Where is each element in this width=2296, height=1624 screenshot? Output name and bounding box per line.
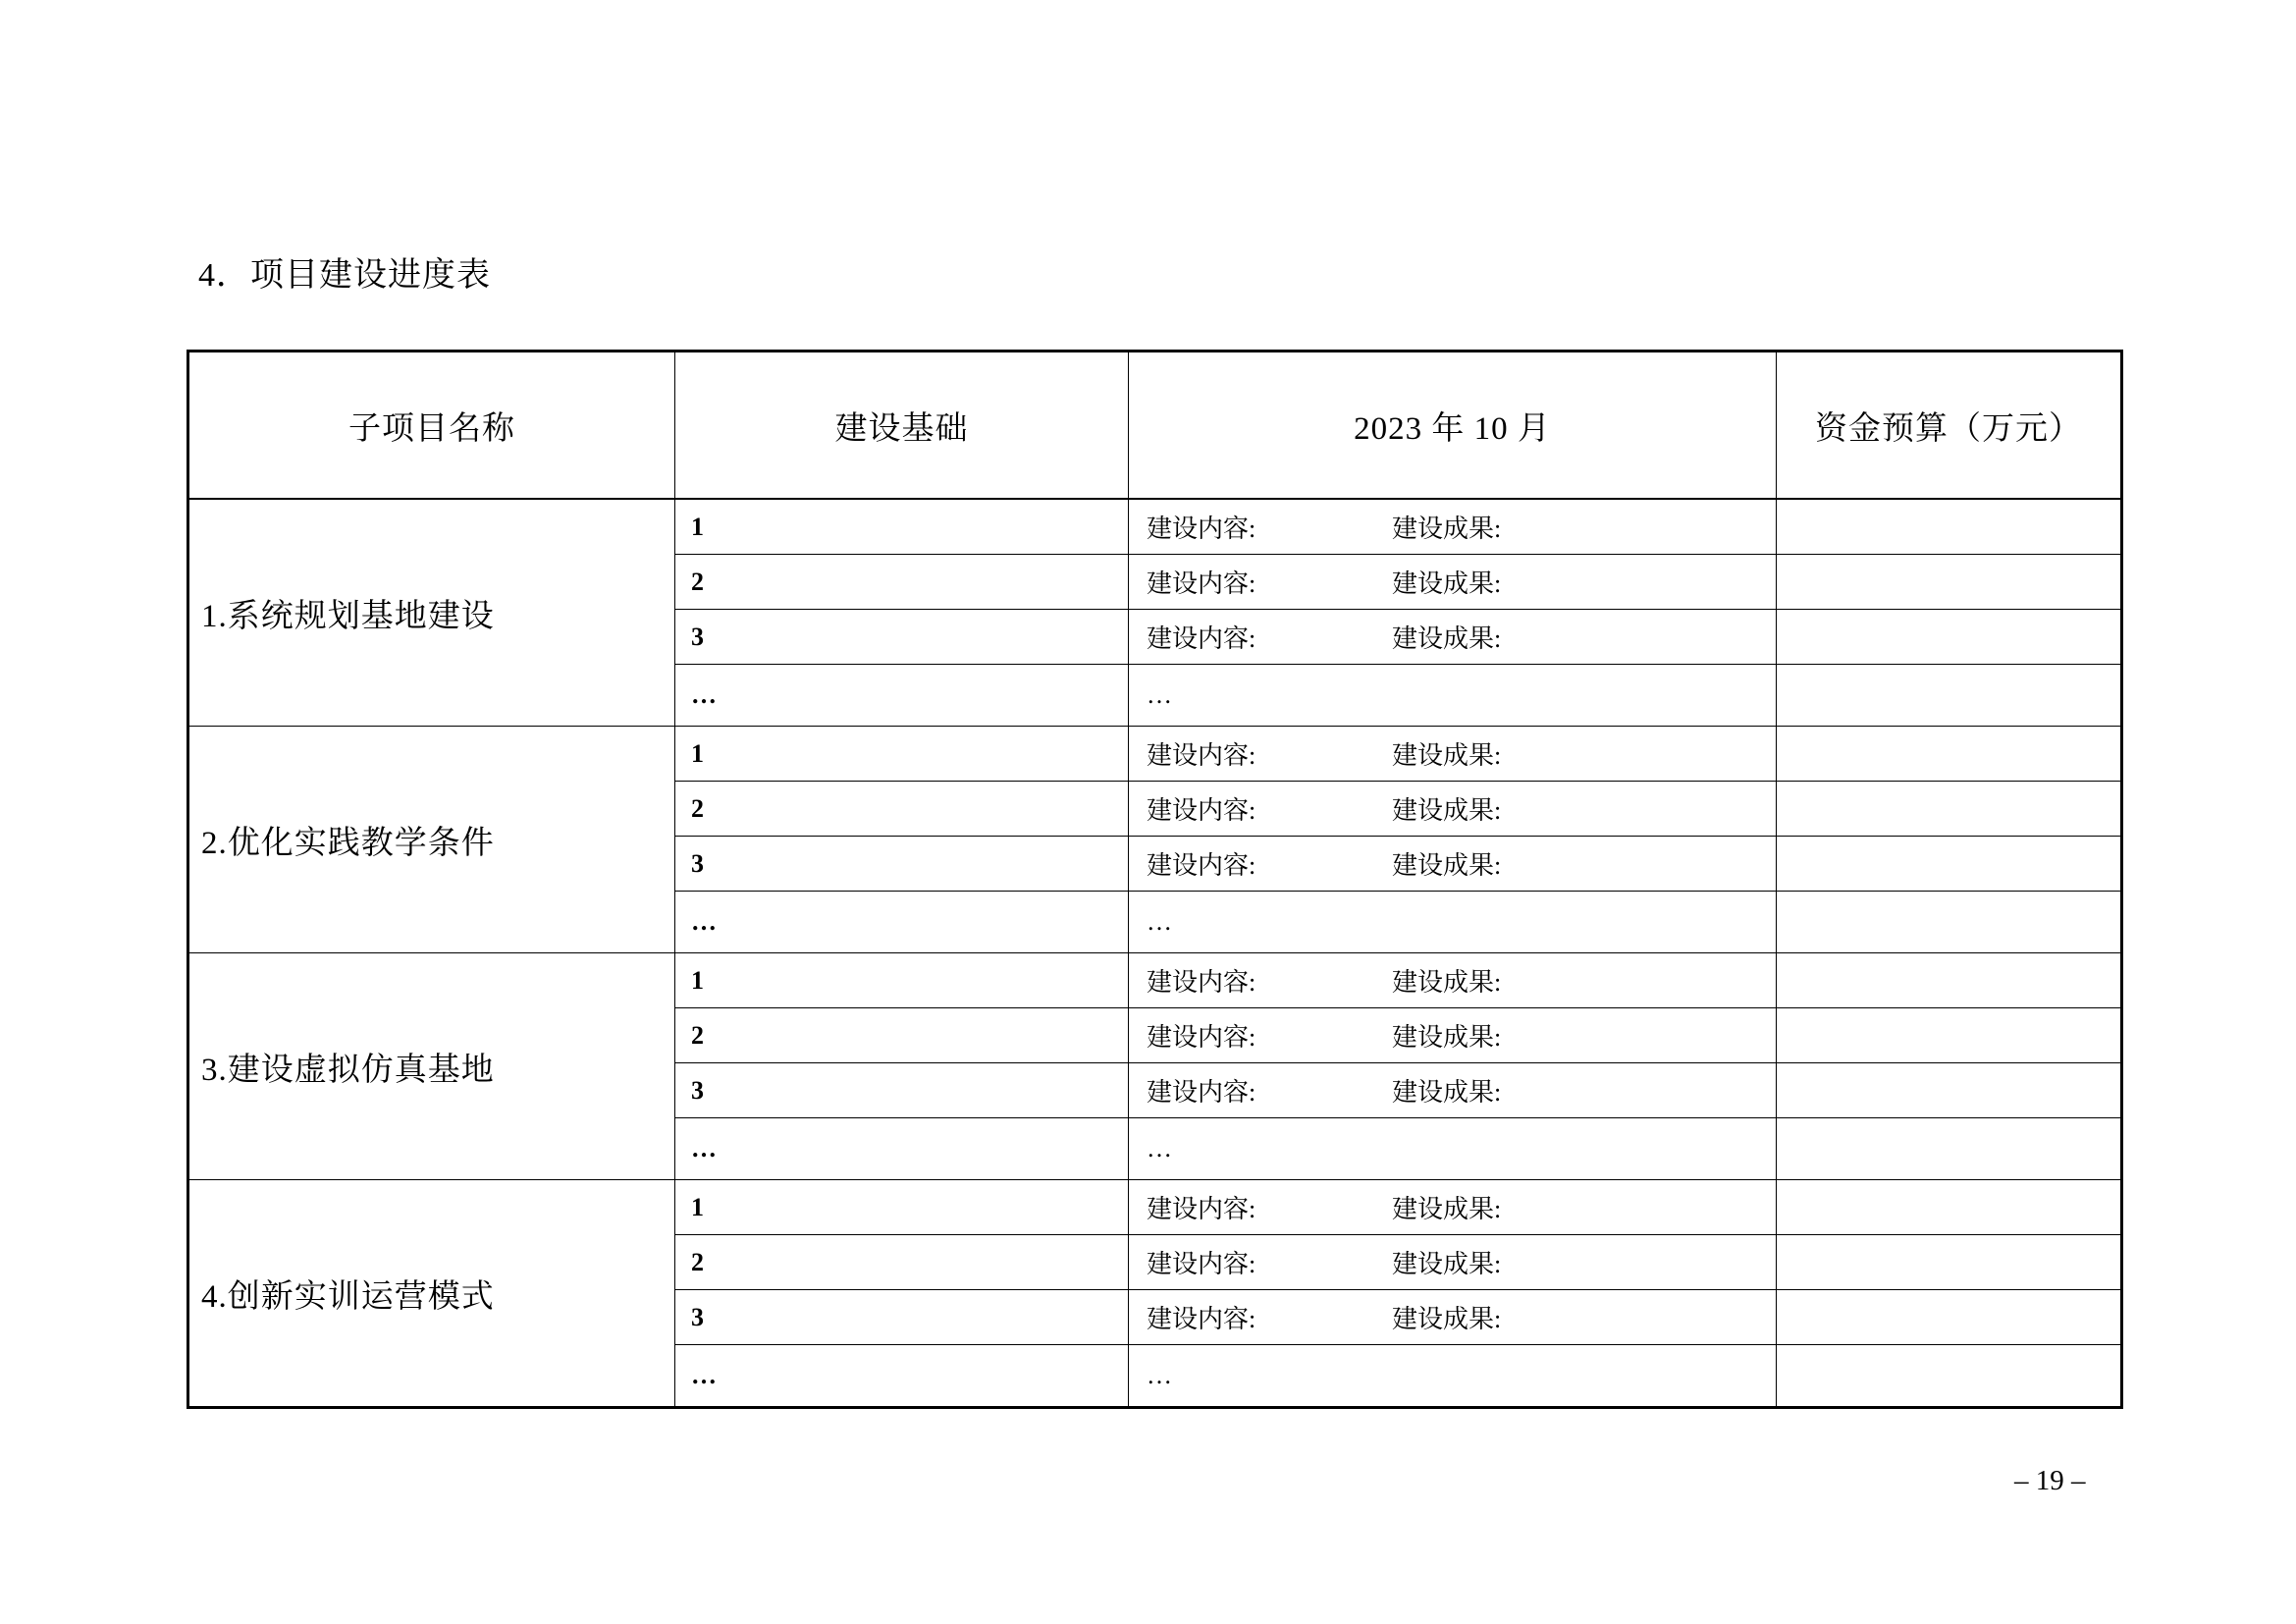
col-header-subproject-name: 子项目名称 <box>188 352 675 500</box>
budget-cell <box>1777 665 2122 727</box>
budget-cell <box>1777 1345 2122 1408</box>
result-label: 建设成果: <box>1392 968 1502 997</box>
result-label: 建设成果: <box>1392 569 1502 598</box>
basis-index-cell: 2 <box>675 782 1129 837</box>
month-plan-cell <box>1129 499 1777 555</box>
basis-ellipsis-cell: … <box>675 665 1129 727</box>
basis-index-cell: 2 <box>675 1008 1129 1063</box>
result-label: 建设成果: <box>1392 1250 1502 1278</box>
content-label: 建设内容: <box>1147 1195 1256 1223</box>
month-ellipsis-cell: … <box>1129 892 1777 953</box>
col-header-budget: 资金预算（万元） <box>1777 352 2122 500</box>
content-label: 建设内容: <box>1147 968 1256 997</box>
result-label: 建设成果: <box>1392 1078 1502 1107</box>
month-plan-cell <box>1129 1008 1777 1063</box>
budget-cell <box>1777 555 2122 610</box>
month-plan-cell <box>1129 782 1777 837</box>
basis-index-cell: 2 <box>675 555 1129 610</box>
budget-cell <box>1777 1180 2122 1235</box>
result-label: 建设成果: <box>1392 851 1502 880</box>
content-label: 建设内容: <box>1147 741 1256 770</box>
budget-cell <box>1777 953 2122 1008</box>
month-ellipsis-cell: … <box>1129 665 1777 727</box>
content-label: 建设内容: <box>1147 851 1256 880</box>
content-label: 建设内容: <box>1147 514 1256 543</box>
budget-cell <box>1777 1063 2122 1118</box>
content-label: 建设内容: <box>1147 796 1256 825</box>
content-label: 建设内容: <box>1147 1250 1256 1278</box>
progress-table <box>187 350 2123 1409</box>
result-label: 建设成果: <box>1392 796 1502 825</box>
page-number: – 19 – <box>2014 1465 2086 1496</box>
budget-cell <box>1777 1290 2122 1345</box>
month-plan-cell <box>1129 1063 1777 1118</box>
basis-index-cell: 1 <box>675 1180 1129 1235</box>
subproject-name-cell: 4.创新实训运营模式 <box>188 1180 675 1408</box>
content-label: 建设内容: <box>1147 1023 1256 1052</box>
basis-index-cell: 1 <box>675 953 1129 1008</box>
basis-index-cell: 1 <box>675 727 1129 782</box>
month-plan-cell <box>1129 837 1777 892</box>
month-plan-cell <box>1129 555 1777 610</box>
table-row <box>188 499 2122 555</box>
subproject-name-cell: 1.系统规划基地建设 <box>188 499 675 727</box>
result-label: 建设成果: <box>1392 741 1502 770</box>
month-ellipsis-cell: … <box>1129 1118 1777 1180</box>
budget-cell <box>1777 610 2122 665</box>
budget-cell <box>1777 1008 2122 1063</box>
content-label: 建设内容: <box>1147 1078 1256 1107</box>
col-header-construction-basis: 建设基础 <box>675 352 1129 500</box>
content-label: 建设内容: <box>1147 1305 1256 1333</box>
col-header-month: 2023 年 10 月 <box>1129 352 1777 500</box>
basis-ellipsis-cell: … <box>675 892 1129 953</box>
budget-cell <box>1777 782 2122 837</box>
result-label: 建设成果: <box>1392 1023 1502 1052</box>
basis-ellipsis-cell: … <box>675 1345 1129 1408</box>
budget-cell <box>1777 727 2122 782</box>
content-label: 建设内容: <box>1147 624 1256 653</box>
content-label: 建设内容: <box>1147 569 1256 598</box>
basis-index-cell: 3 <box>675 1063 1129 1118</box>
result-label: 建设成果: <box>1392 514 1502 543</box>
month-plan-cell <box>1129 1180 1777 1235</box>
subproject-name-cell: 3.建设虚拟仿真基地 <box>188 953 675 1180</box>
month-ellipsis-cell: … <box>1129 1345 1777 1408</box>
budget-cell <box>1777 499 2122 555</box>
budget-cell <box>1777 837 2122 892</box>
section-title: 4．项目建设进度表 <box>198 257 491 294</box>
basis-index-cell: 1 <box>675 499 1129 555</box>
basis-index-cell: 3 <box>675 610 1129 665</box>
table-row <box>188 1180 2122 1235</box>
basis-index-cell: 3 <box>675 837 1129 892</box>
month-plan-cell <box>1129 953 1777 1008</box>
basis-index-cell: 2 <box>675 1235 1129 1290</box>
month-plan-cell <box>1129 1235 1777 1290</box>
budget-cell <box>1777 892 2122 953</box>
result-label: 建设成果: <box>1392 624 1502 653</box>
month-plan-cell <box>1129 727 1777 782</box>
table-row <box>188 953 2122 1008</box>
table-row <box>188 727 2122 782</box>
budget-cell <box>1777 1235 2122 1290</box>
result-label: 建设成果: <box>1392 1305 1502 1333</box>
basis-index-cell: 3 <box>675 1290 1129 1345</box>
basis-ellipsis-cell: … <box>675 1118 1129 1180</box>
header-row <box>188 352 2122 500</box>
month-plan-cell <box>1129 610 1777 665</box>
month-plan-cell <box>1129 1290 1777 1345</box>
budget-cell <box>1777 1118 2122 1180</box>
result-label: 建设成果: <box>1392 1195 1502 1223</box>
subproject-name-cell: 2.优化实践教学条件 <box>188 727 675 953</box>
